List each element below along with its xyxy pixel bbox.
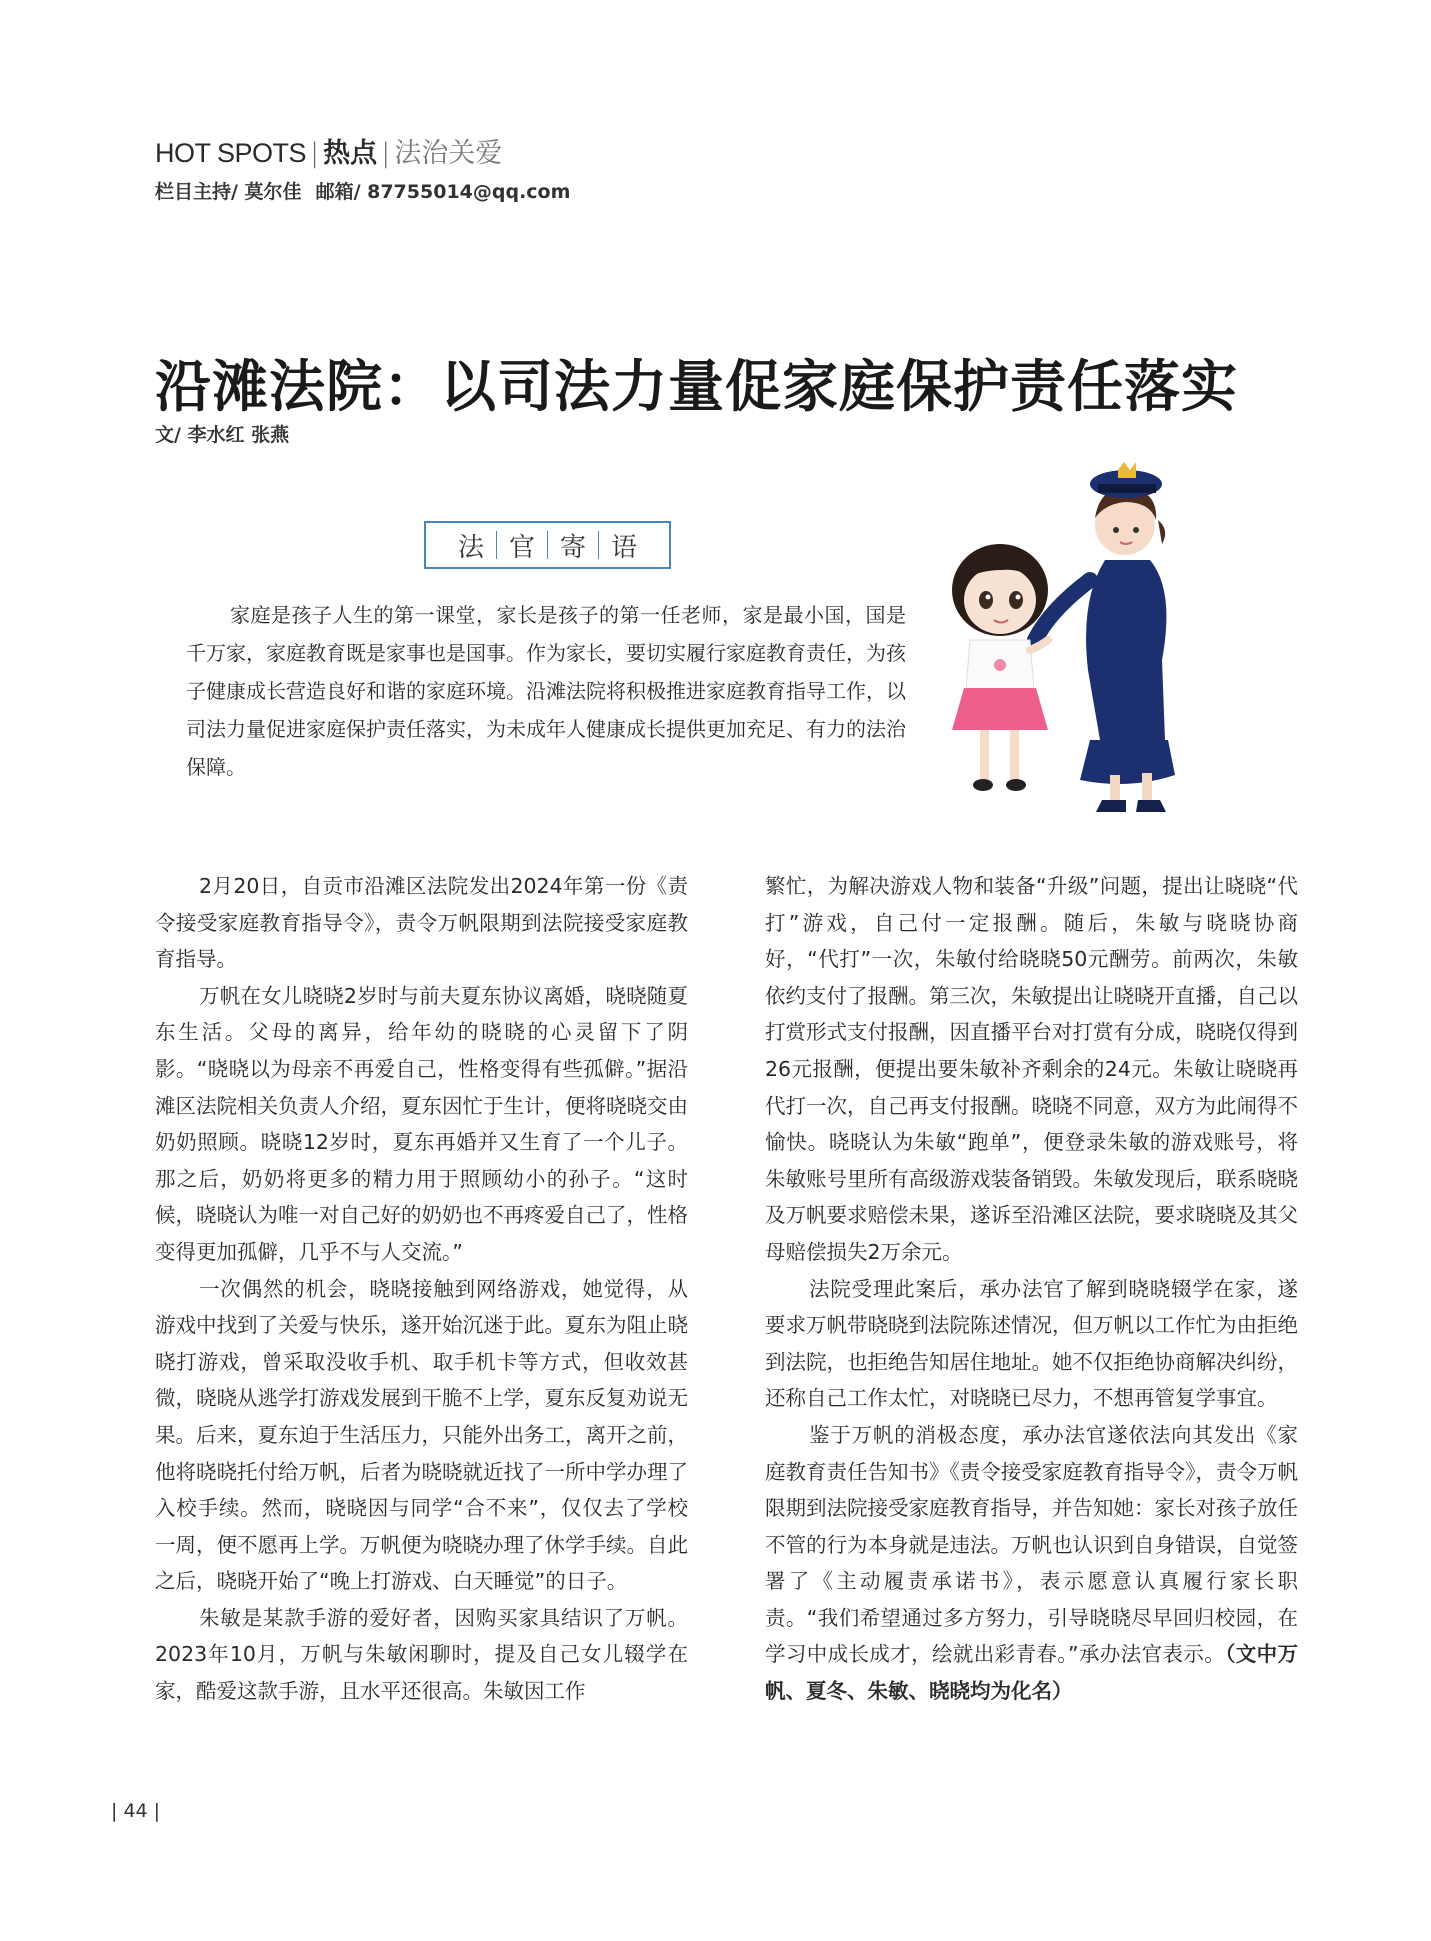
paragraph: 2月20日，自贡市沿滩区法院发出2024年第一份《责令接受家庭教育指导令》，责令万帆限期到法院接受家庭教育指导。 (155, 874, 688, 972)
right-column (765, 868, 1298, 1710)
host-line (155, 177, 584, 204)
paragraph (765, 1417, 1298, 1710)
officer-figure (1035, 462, 1175, 812)
page-header (155, 136, 584, 204)
paragraph: 法院受理此案后，承办法官了解到晓晓辍学在家，遂要求万帆带晓晓到法院陈述情况，但万帆以工作忙为由拒绝到法院，也拒绝告知居住地址。她不仅拒绝协商解决纠纷，还称自己工作太忙，对晓晓已尽力，不想再管复学事宜。 (765, 1276, 1298, 1411)
label-char: 语 (611, 532, 638, 563)
left-column (155, 868, 688, 1710)
girl-figure (952, 544, 1048, 791)
paragraph: 朱敏是某款手游的爱好者，因购买家具结识了万帆。2023年10月，万帆与朱敏闲聊时，提及自己女儿辍学在家，酷爱这款手游，且水平还很高。朱敏因工作 (155, 1605, 688, 1704)
judge-message-text: 家庭是孩子人生的第一课堂，家长是孩子的第一任老师，家是最小国，国是千万家，家庭教育既是家事也是国事。作为家长，要切实履行家庭教育责任，为孩子健康成长营造良好和谐的家庭环境。沿滩法院将积极推进家庭教育指导工作，以司法力量促进家庭保护责任落实，为未成年人健康成长提供更加充足、有力的法治保障。 (186, 603, 906, 779)
paragraph: 繁忙，为解决游戏人物和装备“升级”问题，提出让晓晓“代打”游戏，自己付一定报酬。随后，朱敏与晓晓协商好，“代打”一次，朱敏付给晓晓50元酬劳。前两次，朱敏依约支付了报酬。第三次，朱敏提出让晓晓开直播，自己以打赏形式支付报酬，因直播平台对打赏有分成，晓晓仅得到26元报酬，便提出要朱敏补齐剩余的24元。朱敏让晓晓再代打一次，自己再支付报酬。晓晓不同意，双方为此闹得不愉快。晓晓认为朱敏“跑单”，便登录朱敏的游戏账号，将朱敏账号里所有高级游戏装备销毁。朱敏发现后，联系晓晓及万帆要求赔偿未果，遂诉至沿滩区法院，要求晓晓及其父母赔偿损失2万余元。 (765, 874, 1298, 1264)
host: 栏目主持/ 莫尔佳 (155, 181, 302, 203)
label-char: 寄 (560, 532, 587, 563)
label-char: 官 (508, 532, 535, 563)
email: 邮箱/ 87755014@qq.com (315, 181, 571, 203)
paragraph: 一次偶然的机会，晓晓接触到网络游戏，她觉得，从游戏中找到了关爱与快乐，遂开始沉迷于此。夏东为阻止晓晓打游戏，曾采取没收手机、取手机卡等方式，但收效甚微，晓晓从逃学打游戏发展到干脆不上学，夏东反复劝说无果。后来，夏东迫于生活压力，只能外出务工，离开之前，他将晓晓托付给万帆，后者为晓晓就近找了一所中学办理了入校手续。然而，晓晓因与同学“合不来”，仅仅去了学校一周，便不愿再上学。万帆便为晓晓办理了休学手续。自此之后，晓晓开始了“晚上打游戏、白天睡觉”的日子。 (155, 1276, 688, 1594)
alias-note: （文中万帆、夏冬、朱敏、晓晓均为化名） (765, 1642, 1298, 1704)
article-author: 文/ 李水红 张燕 (155, 424, 290, 446)
judge-message-label (424, 521, 671, 569)
section-cn: 热点 (323, 138, 378, 169)
label-char: 法 (457, 532, 484, 563)
page-number: | 44 | (111, 1800, 161, 1822)
article-title: 沿滩法院：以司法力量促家庭保护责任落实 (155, 355, 1238, 420)
paragraph: 万帆在女儿晓晓2岁时与前夫夏东协议离婚，晓晓随夏东生活。父母的离异，给年幼的晓晓的心灵留下了阴影。“晓晓以为母亲不再爱自己，性格变得有些孤僻。”据沿滩区法院相关负责人介绍，夏东因忙于生计，便将晓晓交由奶奶照顾。晓晓12岁时，夏东再婚并又生育了一个儿子。那之后，奶奶将更多的精力用于照顾幼小的孙子。“这时候，晓晓认为唯一对自己好的奶奶也不再疼爱自己了，性格变得更加孤僻，几乎不与人交流。” (155, 983, 688, 1264)
judge-and-girl-illustration (930, 440, 1230, 820)
section-en: HOT SPOTS (155, 138, 307, 168)
subsection: 法治关爱 (394, 138, 503, 169)
section-line: HOT SPOTS | 热点 | 法治关爱 (155, 138, 503, 169)
paragraph-text: 鉴于万帆的消极态度，承办法官遂依法向其发出《家庭教育责任告知书》《责令接受家庭教育指导令》，责令万帆限期到法院接受家庭教育指导，并告知她：家长对孩子放任不管的行为本身就是违法。万帆也认识到自身错误，自觉签署了《主动履责承诺书》，表示愿意认真履行家长职责。“我们希望通过多方努力，引导晓晓尽早回归校园，在学习中成长成才，绘就出彩青春。”承办法官表示。 (765, 1422, 1298, 1667)
